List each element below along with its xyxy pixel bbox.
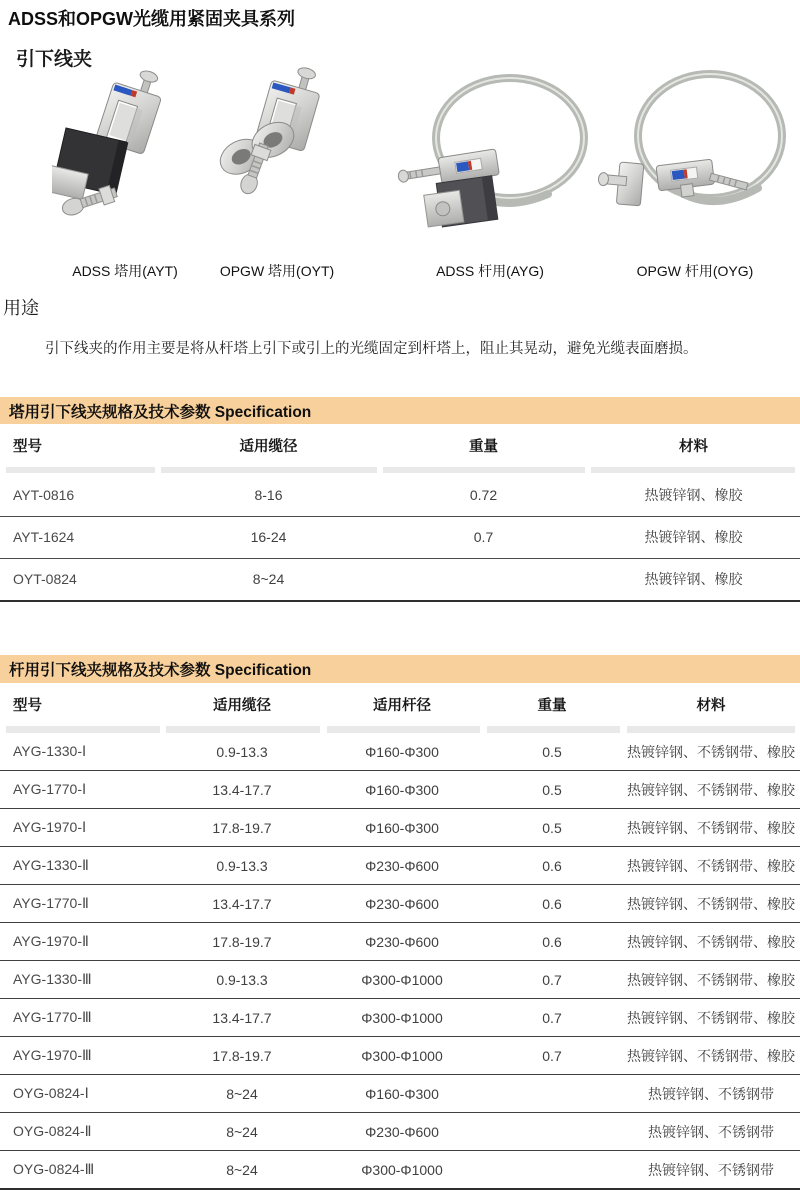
table-row bbox=[0, 733, 800, 771]
value-cell: 热镀锌钢、不锈钢带 bbox=[648, 1123, 774, 1140]
value-cell: 热镀锌钢、不锈钢带、橡胶 bbox=[627, 1047, 795, 1064]
model-cell: AYG-1770-Ⅲ bbox=[13, 1009, 92, 1025]
value-cell: 热镀锌钢、橡胶 bbox=[644, 529, 743, 546]
opgw-pole-clamp-photo-icon bbox=[598, 66, 798, 248]
product-caption: ADSS 塔用(AYT) bbox=[72, 263, 178, 279]
value-cell: 热镀锌钢、不锈钢带、橡胶 bbox=[627, 781, 795, 798]
value-cell: Φ300-Φ1000 bbox=[361, 1047, 443, 1064]
table-row bbox=[0, 885, 800, 923]
product-caption: ADSS 杆用(AYG) bbox=[436, 263, 544, 279]
model-cell: OYG-0824-Ⅲ bbox=[13, 1161, 95, 1177]
value-cell: 0.5 bbox=[542, 781, 562, 798]
pole-table-title-bar: 杆用引下线夹规格及技术参数 Specification bbox=[0, 655, 800, 683]
value-cell: 热镀锌钢、不锈钢带、橡胶 bbox=[627, 819, 795, 836]
product-caption: OPGW 杆用(OYG) bbox=[636, 263, 754, 279]
column-header: 型号 bbox=[13, 438, 42, 455]
product-photo-row bbox=[0, 66, 800, 248]
section-heading: 引下线夹 bbox=[16, 49, 93, 70]
value-cell: 热镀锌钢、不锈钢带、橡胶 bbox=[627, 971, 795, 988]
pole-table-header bbox=[0, 683, 800, 725]
value-cell: 0.6 bbox=[542, 933, 562, 950]
product-caption: OPGW 塔用(OYT) bbox=[219, 263, 335, 279]
value-cell: 8~24 bbox=[226, 1161, 258, 1178]
model-cell: AYG-1330-Ⅱ bbox=[13, 857, 89, 873]
table-row bbox=[0, 809, 800, 847]
column-header: 适用缆径 bbox=[213, 697, 271, 714]
model-cell: OYG-0824-Ⅱ bbox=[13, 1123, 92, 1139]
table-row bbox=[0, 1113, 800, 1151]
value-cell: 0.7 bbox=[542, 971, 562, 988]
value-cell: 0.9-13.3 bbox=[216, 743, 268, 760]
tower-table-title-bar: 塔用引下线夹规格及技术参数 Specification bbox=[0, 397, 800, 424]
model-cell: AYT-1624 bbox=[13, 529, 75, 546]
table-row bbox=[0, 1075, 800, 1113]
opgw-tower-clamp-photo-icon bbox=[206, 66, 354, 246]
table-row bbox=[0, 771, 800, 809]
column-header: 重量 bbox=[537, 697, 567, 714]
value-cell: 热镀锌钢、橡胶 bbox=[644, 571, 743, 588]
value-cell: 0.7 bbox=[542, 1047, 562, 1064]
table-row bbox=[0, 517, 800, 559]
value-cell: Φ230-Φ600 bbox=[365, 895, 439, 912]
column-underline bbox=[487, 726, 620, 733]
column-underline bbox=[327, 726, 480, 733]
value-cell: 0.7 bbox=[542, 1009, 562, 1026]
value-cell: 13.4-17.7 bbox=[212, 1009, 272, 1026]
value-cell: 热镀锌钢、不锈钢带 bbox=[648, 1085, 774, 1102]
table-row bbox=[0, 1151, 800, 1190]
column-header: 型号 bbox=[13, 697, 42, 714]
model-cell: AYT-0816 bbox=[13, 487, 75, 504]
model-cell: AYG-1330-Ⅲ bbox=[13, 971, 92, 987]
column-underline bbox=[166, 726, 320, 733]
value-cell: 0.9-13.3 bbox=[216, 857, 268, 874]
value-cell: 热镀锌钢、不锈钢带、橡胶 bbox=[627, 895, 795, 912]
value-cell: 8~24 bbox=[226, 1085, 258, 1102]
table-row bbox=[0, 559, 800, 602]
value-cell: 8-16 bbox=[254, 487, 283, 504]
usage-paragraph: 引下线夹的作用主要是将从杆塔上引下或引上的光缆固定到杆塔上，阻止其晃动，避免光缆表面磨损。 bbox=[45, 341, 698, 357]
model-cell: AYG-1330-Ⅰ bbox=[13, 743, 87, 759]
value-cell: 17.8-19.7 bbox=[212, 933, 272, 950]
tower-table-header bbox=[0, 424, 800, 466]
value-cell: 13.4-17.7 bbox=[212, 895, 272, 912]
column-underline bbox=[161, 467, 377, 473]
column-underline bbox=[383, 467, 585, 473]
value-cell: 17.8-19.7 bbox=[212, 1047, 272, 1064]
table-row bbox=[0, 475, 800, 517]
adss-tower-clamp-photo-icon bbox=[52, 66, 200, 246]
value-cell: 热镀锌钢、不锈钢带、橡胶 bbox=[627, 857, 795, 874]
column-underline bbox=[6, 726, 160, 733]
value-cell: 热镀锌钢、不锈钢带、橡胶 bbox=[627, 743, 795, 760]
table-row bbox=[0, 999, 800, 1037]
value-cell: Φ160-Φ300 bbox=[365, 1085, 439, 1102]
value-cell: 0.6 bbox=[542, 857, 562, 874]
table-row bbox=[0, 1037, 800, 1075]
value-cell: Φ300-Φ1000 bbox=[361, 971, 443, 988]
model-cell: AYG-1970-Ⅲ bbox=[13, 1047, 92, 1063]
value-cell: 热镀锌钢、不锈钢带 bbox=[648, 1161, 774, 1178]
value-cell bbox=[482, 1113, 622, 1150]
column-underline bbox=[591, 467, 795, 473]
value-cell: 8~24 bbox=[226, 1123, 258, 1140]
value-cell: 0.72 bbox=[469, 487, 498, 504]
adss-pole-clamp-photo-icon bbox=[392, 66, 592, 248]
value-cell: Φ300-Φ1000 bbox=[361, 1161, 443, 1178]
value-cell: 0.6 bbox=[542, 895, 562, 912]
column-header: 适用杆径 bbox=[373, 697, 431, 714]
column-header: 重量 bbox=[469, 438, 498, 455]
model-cell: OYG-0824-Ⅰ bbox=[13, 1085, 89, 1101]
value-cell: 16-24 bbox=[250, 529, 287, 546]
model-cell: AYG-1770-Ⅱ bbox=[13, 895, 89, 911]
value-cell: Φ160-Φ300 bbox=[365, 743, 439, 760]
value-cell: Φ300-Φ1000 bbox=[361, 1009, 443, 1026]
value-cell: Φ230-Φ600 bbox=[365, 857, 439, 874]
model-cell: AYG-1770-Ⅰ bbox=[13, 781, 87, 797]
model-cell: OYT-0824 bbox=[13, 571, 77, 588]
table-row bbox=[0, 961, 800, 999]
value-cell: 0.5 bbox=[542, 743, 562, 760]
column-underline bbox=[6, 467, 155, 473]
column-underline bbox=[627, 726, 795, 733]
column-header: 材料 bbox=[696, 697, 726, 714]
value-cell: 热镀锌钢、橡胶 bbox=[644, 487, 743, 504]
value-cell: Φ230-Φ600 bbox=[365, 933, 439, 950]
value-cell: 0.7 bbox=[473, 529, 494, 546]
value-cell: 0.5 bbox=[542, 819, 562, 836]
value-cell: 热镀锌钢、不锈钢带、橡胶 bbox=[627, 1009, 795, 1026]
table-row bbox=[0, 923, 800, 961]
tower-table-body bbox=[0, 475, 800, 602]
value-cell bbox=[482, 1075, 622, 1112]
value-cell: 0.9-13.3 bbox=[216, 971, 268, 988]
pole-table-body bbox=[0, 733, 800, 1190]
value-cell: Φ160-Φ300 bbox=[365, 781, 439, 798]
column-header: 材料 bbox=[679, 438, 708, 455]
value-cell: 热镀锌钢、不锈钢带、橡胶 bbox=[627, 933, 795, 950]
model-cell: AYG-1970-Ⅰ bbox=[13, 819, 87, 835]
column-header: 适用缆径 bbox=[239, 438, 298, 455]
value-cell bbox=[482, 1151, 622, 1188]
value-cell: 13.4-17.7 bbox=[212, 781, 272, 798]
value-cell: 8~24 bbox=[252, 571, 285, 588]
value-cell bbox=[380, 559, 587, 600]
model-cell: AYG-1970-Ⅱ bbox=[13, 933, 89, 949]
page-title: ADSS和OPGW光缆用紧固夹具系列 bbox=[8, 9, 296, 29]
value-cell: 17.8-19.7 bbox=[212, 819, 272, 836]
value-cell: Φ160-Φ300 bbox=[365, 819, 439, 836]
table-row bbox=[0, 847, 800, 885]
value-cell: Φ230-Φ600 bbox=[365, 1123, 439, 1140]
usage-heading: 用途 bbox=[3, 298, 39, 318]
